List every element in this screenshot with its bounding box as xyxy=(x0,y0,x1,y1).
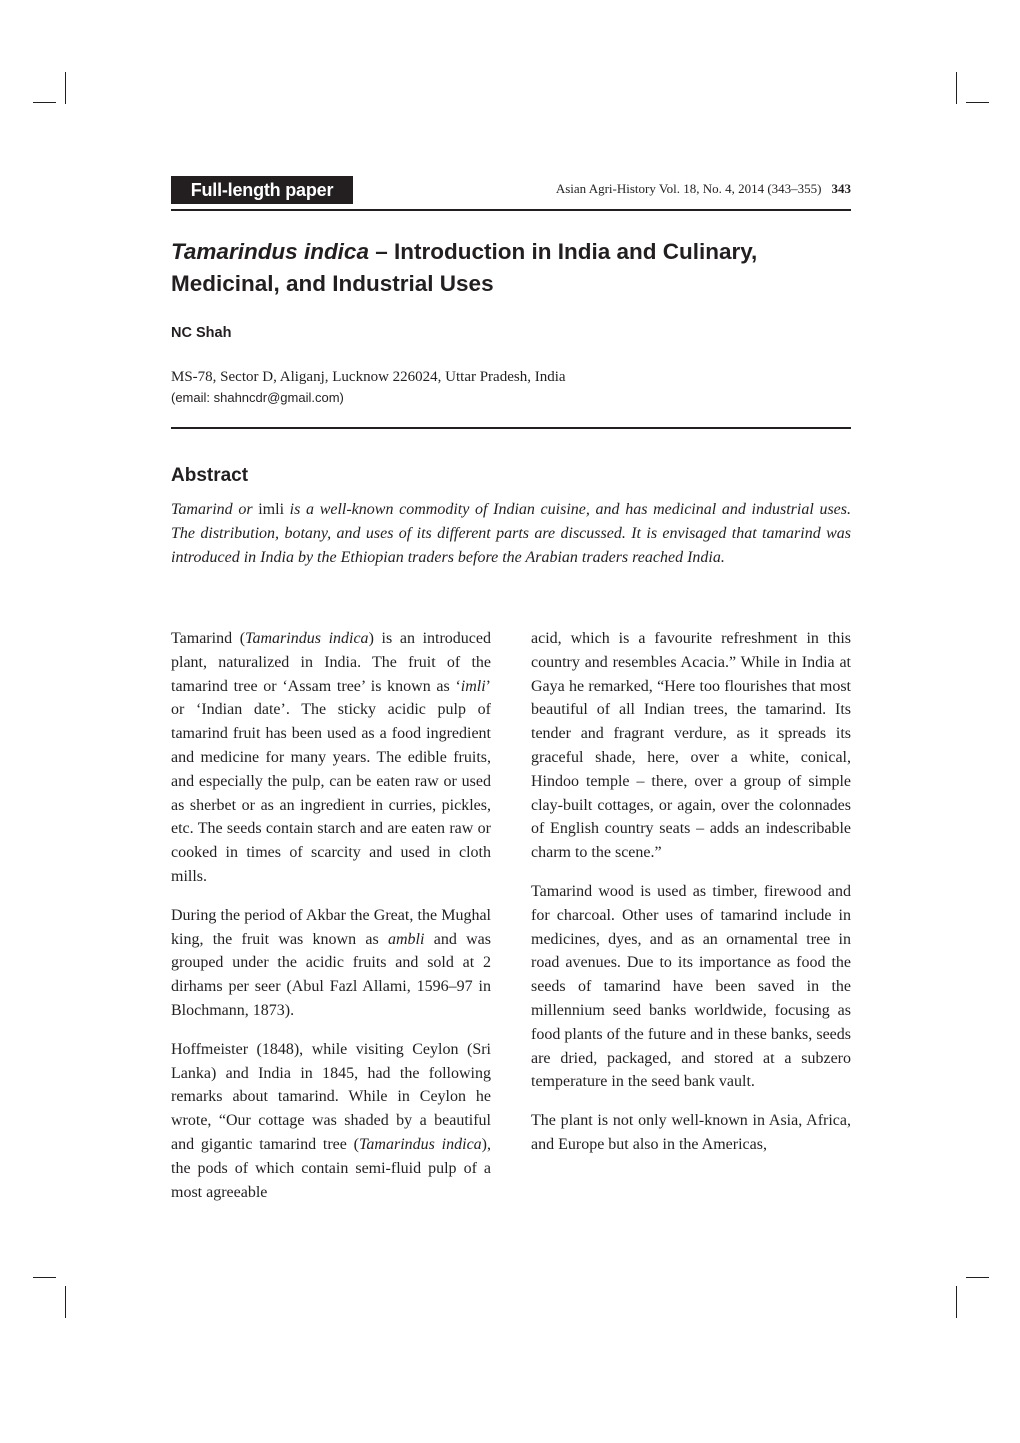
body-paragraph: The plant is not only well-known in Asia, Africa, and Europe but also in the Americas, xyxy=(531,1112,851,1153)
body-column-right xyxy=(531,627,851,1172)
text-run: Hoffmeister (1848), while visiting Ceylon (Sri Lanka) and India in 1845, had the following remarks about tamarind. While in Ceylon he wrote, “Our cottage was shaded by a beautiful and gigantic tamarind tree ( xyxy=(171,1040,491,1153)
body-paragraph: Tamarind wood is used as timber, firewood and for charcoal. Other uses of tamarind include in medicines, dyes, and as an ornamental tree in road avenues. Due to its importance as food the seeds of tamarind have been saved in the millennium seed banks worldwide, focusing as food plants of the future and in these banks, seeds are dried, packaged, and stored at a subzero temperature in the seed bank vault. xyxy=(531,882,851,1091)
body-paragraph xyxy=(171,1038,491,1205)
text-run: ’ or ‘Indian date’. The sticky acidic pulp of tamarind fruit has been used as a food ingredient and medicine for many years. The edible fruits, and especially the pulp, can be eaten raw or used as sherbet or as an ingredient in curries, pickles, etc. The seeds contain starch and are eaten raw or cooked in times of scarcity and used in cloth mills. xyxy=(171,677,491,885)
journal-citation xyxy=(556,181,851,197)
species-name: Tamarindus indica xyxy=(245,630,369,647)
text-run: and was grouped under the acidic fruits and sold at 2 dirhams per seer (Abul Fazl Allami, 1596–97 in Blochmann, 1873). xyxy=(171,930,491,1019)
crop-mark xyxy=(966,1277,989,1278)
term-ambli: ambli xyxy=(388,930,425,948)
author-address: MS-78, Sector D, Aliganj, Lucknow 226024, Uttar Pradesh, India xyxy=(171,369,566,385)
paper-title xyxy=(171,236,851,300)
crop-mark xyxy=(966,102,989,103)
title-species-name: Tamarindus indica xyxy=(171,239,369,264)
page-number: 343 xyxy=(831,181,851,196)
author-name: NC Shah xyxy=(171,325,232,341)
abstract-term-imli: imli xyxy=(258,501,285,518)
term-imli: imli xyxy=(460,677,486,695)
abstract-heading: Abstract xyxy=(171,465,249,486)
section-rule xyxy=(171,427,851,429)
species-name: Tamarindus indica xyxy=(359,1135,482,1153)
text-run: ), the pods of which contain semi-fluid pulp of a most agreeable xyxy=(171,1135,491,1201)
crop-mark xyxy=(33,102,56,103)
crop-mark xyxy=(65,72,66,104)
abstract-part: Tamarind or xyxy=(171,501,259,518)
crop-mark xyxy=(33,1277,56,1278)
header-rule xyxy=(171,209,851,211)
crop-mark xyxy=(65,1286,66,1318)
body-paragraph: acid, which is a favourite refreshment in this country and resembles Acacia.” While in India at Gaya he remarked, “Here too flourishes that most beautiful of all Indian trees, the tamarind. Its tender and fragrant verdure, as it spreads its graceful shade, here, over a white, conical, Hindoo temple – there, over a group of simple clay-built cottages, or again, over the colonnades of English country seats – adds an indescribable charm to the scene.” xyxy=(531,630,851,862)
body-paragraph xyxy=(171,627,491,889)
article-type-badge: Full-length paper xyxy=(171,176,353,204)
journal-info: Asian Agri-History Vol. 18, No. 4, 2014 (343–355) xyxy=(555,181,822,196)
crop-mark xyxy=(956,1286,957,1318)
crop-mark xyxy=(956,72,957,104)
body-paragraph xyxy=(171,904,491,1023)
text-run: During the period of Akbar the Great, the Mughal king, the fruit was known as xyxy=(171,906,491,948)
author-email: (email: shahncdr@gmail.com) xyxy=(171,390,344,405)
abstract-text xyxy=(171,498,851,570)
abstract-part: is a well-known commodity of Indian cuisine, and has medicinal and industrial uses. The distribution, botany, and uses of its different parts are discussed. It is envisaged that tamarind was introduced in India by the Ethiopian traders before the Arabian traders reached India. xyxy=(171,501,851,566)
body-column-left xyxy=(171,627,491,1219)
text-run: ) is an introduced plant, naturalized in India. The fruit of the tamarind tree or ‘Assam tree’ is known as ‘ xyxy=(171,630,491,695)
title-rest: – Introduction in India and Culinary, Medicinal, and Industrial Uses xyxy=(171,239,758,296)
text-run: Tamarind ( xyxy=(171,630,246,647)
